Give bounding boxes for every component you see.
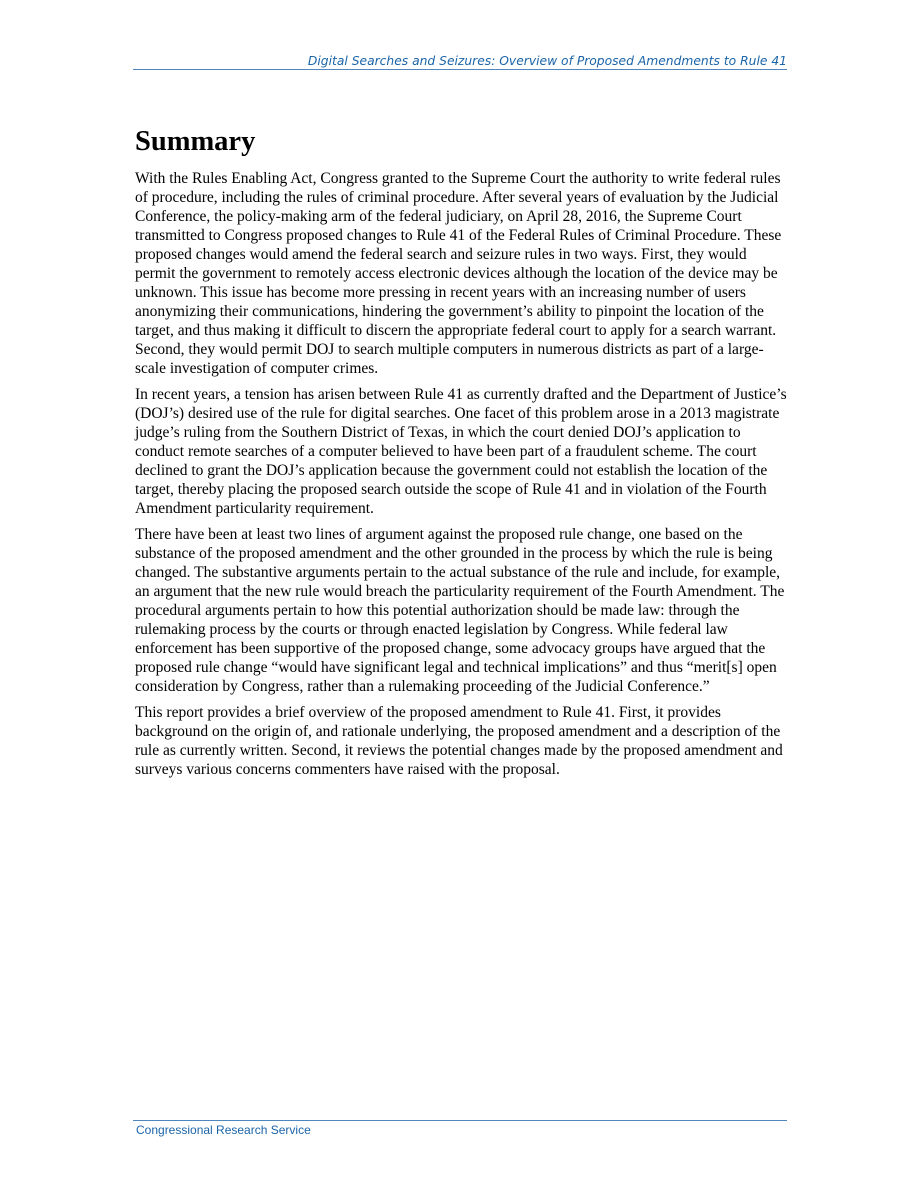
summary-paragraph-3: There have been at least two lines of argument against the proposed rule change, one based on the substance of the proposed amendment and the other grounded in the process by which the rule is being changed. The substantive arguments pertain to the actual substance of the rule and include, for example, an argument that the new rule would breach the particularity requirement of the Fourth Amendment. The procedural arguments pertain to how this potential authorization should be made law: through the rulemaking process by the courts or through enacted legislation by Congress. While federal law enforcement has been supportive of the proposed change, some advocacy groups have argued that the proposed rule change “would have significant legal and technical implications” and thus “merit[s] open consideration by Congress, rather than a rulemaking proceeding of the Judicial Conference.” [135,526,785,695]
page-title: Summary [135,126,256,157]
summary-paragraph-1: With the Rules Enabling Act, Congress granted to the Supreme Court the authority to write federal rules of procedure, including the rules of criminal procedure. After several years of evaluation by the Judicial Conference, the policy-making arm of the federal judiciary, on April 28, 2016, the Supreme Court transmitted to Congress proposed changes to Rule 41 of the Federal Rules of Criminal Procedure. These proposed changes would amend the federal search and seizure rules in two ways. First, they would permit the government to remotely access electronic devices although the location of the device may be unknown. This issue has become more pressing in recent years with an increasing number of users anonymizing their communications, hindering the government’s ability to pinpoint the location of the target, and thus making it difficult to discern the appropriate federal court to apply for a search warrant. Second, they would permit DOJ to search multiple computers in numerous districts as part of a large-scale investigation of computer crimes. [135,170,782,377]
running-header: Digital Searches and Seizures: Overview of Proposed Amendments to Rule 41 [307,54,787,68]
running-footer: Congressional Research Service [136,1123,311,1137]
footer-divider [133,1120,787,1121]
summary-paragraph-4: This report provides a brief overview of the proposed amendment to Rule 41. First, it provides background on the origin of, and rationale underlying, the proposed amendment and a description of the rule as currently written. Second, it reviews the potential changes made by the proposed amendment and surveys various concerns commenters have raised with the proposal. [135,704,783,778]
header-divider [133,69,787,70]
summary-paragraph-2: In recent years, a tension has arisen between Rule 41 as currently drafted and the Department of Justice’s (DOJ’s) desired use of the rule for digital searches. One facet of this problem arose in a 2013 magistrate judge’s ruling from the Southern District of Texas, in which the court denied DOJ’s application to conduct remote searches of a computer believed to have been part of a fraudulent scheme. The court declined to grant the DOJ’s application because the government could not establish the location of the target, thereby placing the proposed search outside the scope of Rule 41 and in violation of the Fourth Amendment particularity requirement. [135,386,787,517]
summary-body [135,169,787,786]
